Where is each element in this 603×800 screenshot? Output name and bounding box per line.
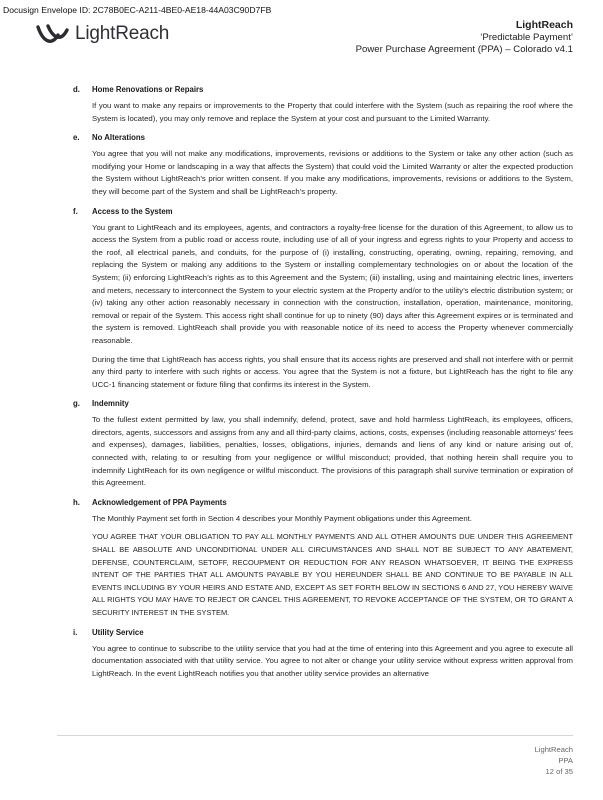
section-h xyxy=(73,497,573,620)
footer-divider xyxy=(57,735,573,736)
lightreach-logo-icon xyxy=(36,22,70,46)
section-title: Utility Service xyxy=(92,627,144,637)
lightreach-logo xyxy=(36,21,169,47)
section-heading xyxy=(73,398,573,409)
section-heading xyxy=(73,206,573,217)
section-letter: e. xyxy=(73,133,80,143)
section-paragraph-caps: YOU AGREE THAT YOUR OBLIGATION TO PAY ALL MONTHLY PAYMENTS AND ALL OTHER AMOUNTS DUE UNDER THIS AGREEMENT SHALL BE ABSOLUTE AND UNCONDITIONAL UNDER ALL CIRCUMSTANCES AND SHALL NOT BE SUBJECT TO ANY ABATEMENT, DEFENSE, COUNTERCLAIM, SETOFF, RECOUPMENT OR REDUCTION FOR ANY REASON WHATSOEVER, IT BEING THE EXPRESS INTENT OF THE PARTIES THAT ALL AMOUNTS PAYABLE BY YOU HEREUNDER SHALL BE AND CONTINUE TO BE PAYABLE IN ALL EVENTS INCLUDING BY YOUR HEIRS AND ESTATE AND, EXCEPT AS SET FORTH BELOW IN SECTIONS 6 AND 27, YOU HEREBY WAIVE ALL RIGHTS YOU MAY HAVE TO REJECT OR CANCEL THIS AGREEMENT, TO REVOKE ACCEPTANCE OF THE SYSTEM, OR TO GRANT A SECURITY INTEREST IN THE SYSTEM. xyxy=(92,532,573,617)
document-body xyxy=(73,84,573,687)
section-paragraph: You grant to LightReach and its employees, agents, and contractors a royalty-free license for the duration of this Agreement, to allow us to access the System from a public road or access route, including use of all of your ingress and egress rights to your Property and access to the roof, all electrical panels, and conduits, for the purpose of (i) installing, constructing, operating, owning, repairing, removing, and replacing the System or making any additions to the System or installing complementary technologies on or about the location of the System; (ii) enforcing LightReach’s rights as to this Agreement and the System; (iii) installing, using and maintaining electric lines, inverters and meters, necessary to interconnect the System to your electric system at the Property and/or to the utility’s electric distribution system; or (iv) taking any other action reasonably necessary in connection with the construction, installation, operation, maintenance, monitoring, removal or repair of the System. This access right shall continue for up to ninety (90) days after this Agreement expires or is terminated and the system is removed. LightReach shall provide you with reasonable notice of its need to access the Property whenever commercially reasonable. xyxy=(92,222,573,345)
section-title: Acknowledgement of PPA Payments xyxy=(92,497,227,507)
section-letter: i. xyxy=(73,627,78,637)
section-paragraph: To the fullest extent permitted by law, you shall indemnify, defend, protect, save and hold harmless LightReach, its employees, officers, directors, agents, successors and assigns from any and all third-party claims, actions, costs, expenses (including reasonable attorneys’ fees and expenses), damages, liabilities, penalties, losses, obligations, injuries, demands and liens of any kind or nature arising out of, connected with, relating to or resulting from your negligence or willful misconduct; provided, that nothing herein shall require you to indemnify LightReach for its own negligence or willful misconduct. The provisions of this paragraph shall survive termination or expiration of this Agreement. xyxy=(92,415,573,488)
section-title: Access to the System xyxy=(92,206,173,216)
header-brand: LightReach xyxy=(515,19,573,31)
section-letter: d. xyxy=(73,85,80,94)
section-letter: h. xyxy=(73,497,80,507)
footer-brand: LightReach xyxy=(534,745,573,754)
section-title: No Alterations xyxy=(92,133,145,143)
footer-doc-type: PPA xyxy=(558,756,573,765)
section-d xyxy=(73,84,573,125)
section-i xyxy=(73,627,573,681)
section-paragraph: You agree to continue to subscribe to the utility service that you had at the time of entering into this Agreement and you agree to execute all documentation associated with that utility service. You agree to not alter or change your utility service without express written approval from LightReach. In the event LightReach notifies you that another utility service provides an alternative xyxy=(92,643,573,678)
footer-page-number: 12 of 35 xyxy=(545,767,573,776)
section-heading xyxy=(73,497,573,508)
section-letter: f. xyxy=(73,206,78,216)
section-paragraph: The Monthly Payment set forth in Section 4 describes your Monthly Payment obligations under this Agreement. xyxy=(92,513,472,523)
section-paragraph: You agree that you will not make any modifications, improvements, revisions or additions to the System or take any other action (such as modifying your Home or landscaping in a way that affects the System) that could void the Limited Warranty or alter the expected production the System without LightReach’s prior written consent. If you make any modifications, improvements, revisions or additions to the System, they will become part of the System and shall be LightReach’s property. xyxy=(92,149,573,196)
docusign-envelope-id: Docusign Envelope ID: 2C78B0EC-A211-4BE0-AE18-44A03C90D7FB xyxy=(3,5,272,15)
section-e xyxy=(73,132,573,198)
section-paragraph: During the time that LightReach has access rights, you shall ensure that its access rights are preserved and shall not interfere with or permit any third party to interfere with such rights or access. You agree that the System is not a fixture, but LightReach has the right to file any UCC-1 financing statement or fixture filing that confirms its interest in the System. xyxy=(92,354,573,389)
logo-wordmark: LightReach xyxy=(75,23,170,44)
section-heading xyxy=(73,132,573,143)
section-f xyxy=(73,206,573,392)
header-subtitle: ‘Predictable Payment’ xyxy=(480,31,573,43)
section-paragraph: If you want to make any repairs or improvements to the Property that could interfere with the System (such as repairing the roof where the System is located), you may only remove and replace the System at your cost and pursuant to the Limited Warranty. xyxy=(92,101,573,123)
section-title: Indemnity xyxy=(92,399,129,409)
section-heading xyxy=(73,84,573,95)
document-header xyxy=(356,19,573,57)
section-title: Home Renovations or Repairs xyxy=(92,85,204,94)
page-footer xyxy=(535,744,573,777)
section-heading xyxy=(73,627,573,638)
header-agreement-title: Power Purchase Agreement (PPA) – Colorado v4.1 xyxy=(355,44,573,55)
section-letter: g. xyxy=(73,399,80,409)
section-g xyxy=(73,398,573,490)
